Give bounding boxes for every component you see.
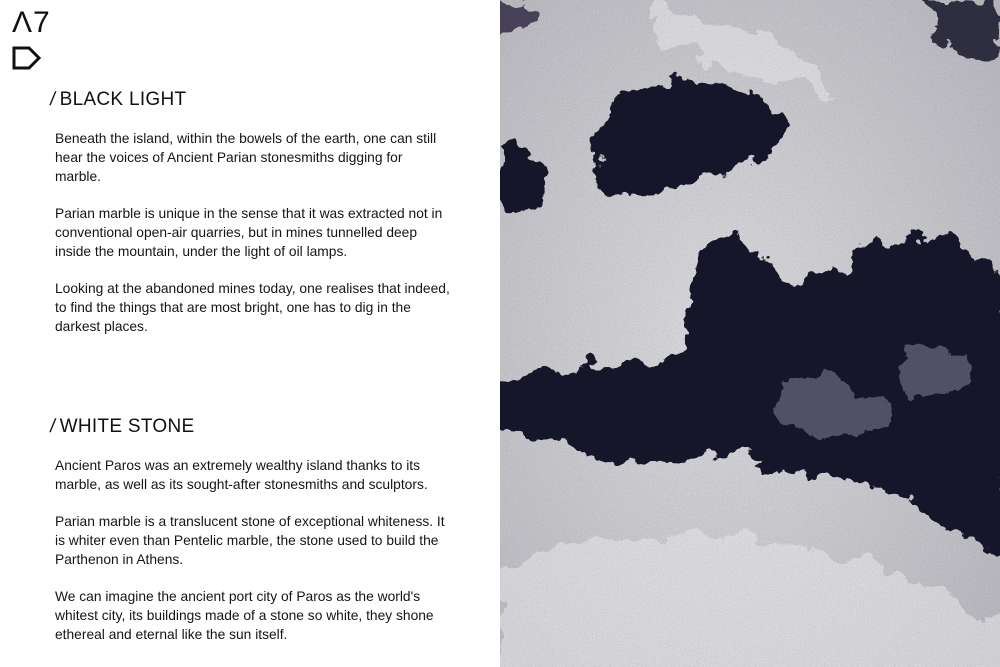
slash-icon: /	[48, 416, 58, 437]
section-title-text: BLACK LIGHT	[59, 89, 187, 110]
logo-text: Λ7	[12, 6, 51, 39]
section-title	[50, 89, 450, 111]
paragraph: Looking at the abandoned mines today, one realises that indeed, to find the things that are most bright, one has to dig in the darkest places.	[55, 281, 450, 334]
marble-texture	[500, 0, 1000, 667]
section-white-stone	[50, 416, 450, 662]
paragraph: Beneath the island, within the bowels of the earth, one can still hear the voices of Ancient Parian stonesmiths digging for marble.	[55, 131, 437, 184]
paragraph: Ancient Paros was an extremely wealthy island thanks to its marble, as well as its sought-after stonesmiths and sculptors.	[55, 458, 428, 492]
section-black-light	[50, 89, 450, 354]
marble-photo	[500, 0, 1000, 667]
arrow-tag-icon	[12, 46, 42, 70]
paragraph: We can imagine the ancient port city of Paros as the world's whitest city, its buildings made of a stone so white, they shone ethereal and eternal like the sun itself.	[55, 589, 434, 642]
section-title	[50, 416, 450, 438]
brand-logo[interactable]	[12, 8, 62, 72]
section-title-text: WHITE STONE	[59, 416, 195, 437]
paragraph: Parian marble is unique in the sense that it was extracted not in conventional open-air quarries, but in mines tunnelled deep inside the mountain, under the light of oil lamps.	[55, 206, 443, 259]
slash-icon: /	[48, 89, 58, 110]
paragraph: Parian marble is a translucent stone of exceptional whiteness. It is whiter even than Pentelic marble, the stone used to build the Parthenon in Athens.	[55, 514, 445, 567]
